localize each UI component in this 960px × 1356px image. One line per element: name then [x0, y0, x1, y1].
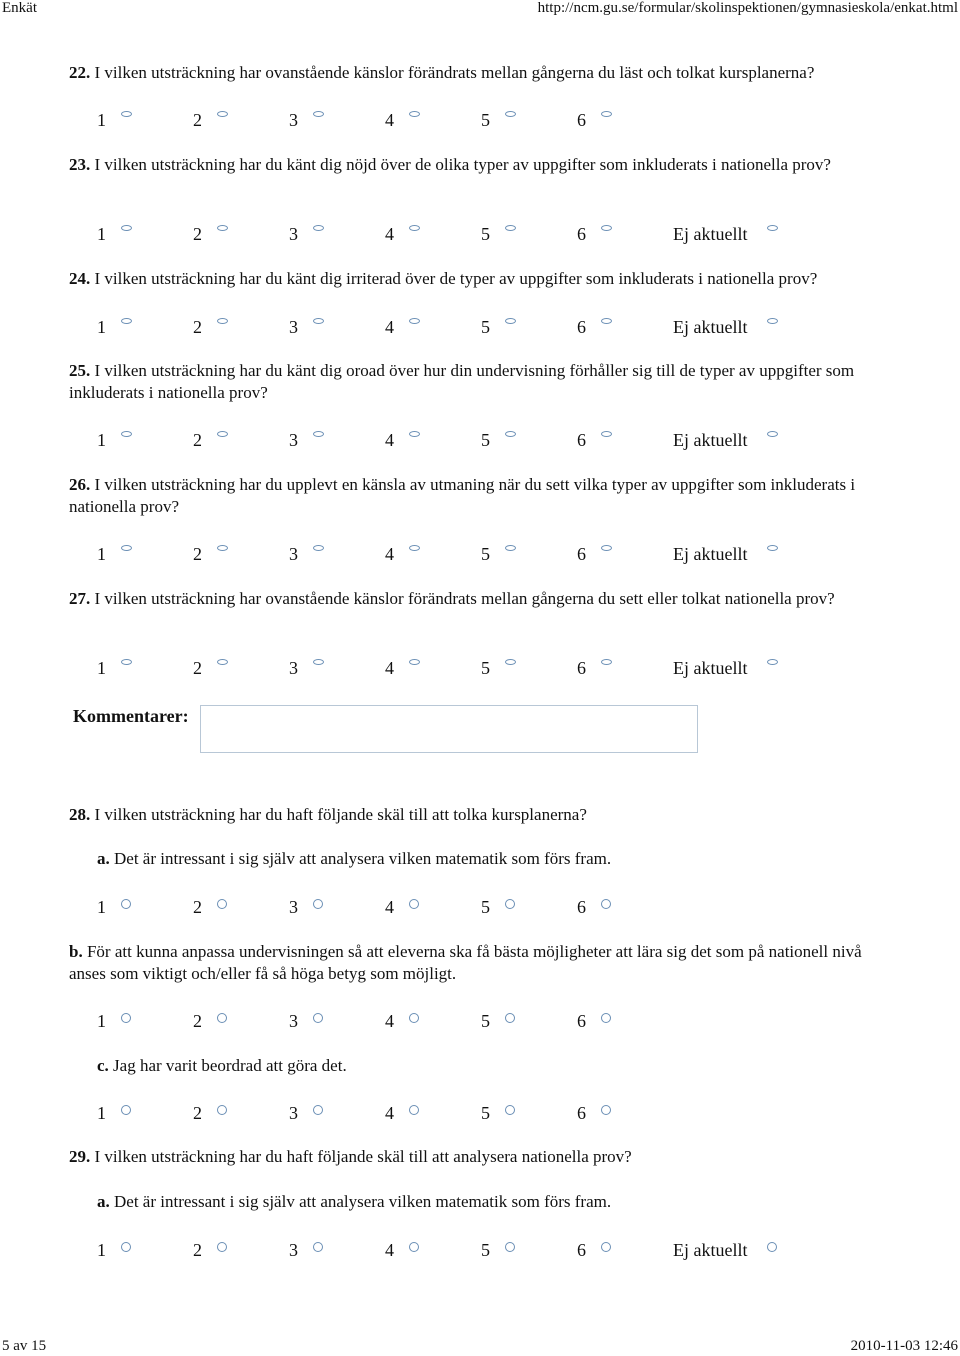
question-28a: a. Det är intressant i sig själv att analysera vilken matematik som förs fram.: [97, 849, 612, 868]
scale-number-1: 1: [97, 544, 106, 564]
page-footer-timestamp: 2010-11-03 12:46: [850, 1338, 958, 1354]
rating-scale-q22: [0, 108, 960, 132]
rating-scale-q28a-radio-2[interactable]: [217, 899, 227, 909]
rating-scale-q23-radio-5[interactable]: [505, 225, 516, 231]
scale-number-4: 4: [385, 1103, 394, 1123]
rating-scale-q29a-radio-not-applicable[interactable]: [767, 1242, 777, 1252]
scale-number-2: 2: [193, 430, 202, 450]
scale-number-1: 1: [97, 658, 106, 678]
rating-scale-q29a-radio-2[interactable]: [217, 1242, 227, 1252]
rating-scale-q28a: [0, 895, 960, 919]
rating-scale-q26-radio-3[interactable]: [313, 545, 324, 551]
scale-number-1: 1: [97, 897, 106, 917]
page-header-url: http://ncm.gu.se/formular/skolinspektionen/gymnasieskola/enkat.html: [537, 0, 958, 16]
question-27: 27. I vilken utsträckning har ovanstående känslor förändrats mellan gångerna du sett eller tolkat nationella prov?: [69, 589, 835, 608]
scale-number-5: 5: [481, 1240, 490, 1260]
question-24: 24. I vilken utsträckning har du känt dig irriterad över de typer av uppgifter som inkluderats i nationella prov?: [69, 269, 818, 288]
scale-number-6: 6: [577, 224, 586, 244]
scale-number-4: 4: [385, 544, 394, 564]
rating-scale-q27: [0, 656, 960, 680]
question-28b: b. För att kunna anpassa undervisningen så att eleverna ska få bästa möjligheter att lära sig det som på nationell nivå anses som viktigt och/eller få så höga betyg som möjligt.: [69, 942, 862, 983]
scale-number-1: 1: [97, 224, 106, 244]
rating-scale-q28b: [0, 1009, 960, 1033]
scale-number-6: 6: [577, 430, 586, 450]
scale-number-3: 3: [289, 897, 298, 917]
rating-scale-q25-radio-4[interactable]: [409, 431, 420, 437]
question-29: 29. I vilken utsträckning har du haft följande skäl till att analysera nationella prov?: [69, 1147, 632, 1166]
rating-scale-q27-radio-3[interactable]: [313, 659, 324, 665]
rating-scale-q29a: [0, 1238, 960, 1262]
rating-scale-q22-radio-3[interactable]: [313, 111, 324, 117]
scale-number-1: 1: [97, 317, 106, 337]
rating-scale-q28c: [0, 1101, 960, 1125]
rating-scale-q22-radio-2[interactable]: [217, 111, 228, 117]
rating-scale-q23-radio-not-applicable[interactable]: [767, 225, 778, 231]
rating-scale-q25-radio-1[interactable]: [121, 431, 132, 437]
rating-scale-q27-radio-4[interactable]: [409, 659, 420, 665]
scale-number-5: 5: [481, 1103, 490, 1123]
not-applicable-label: Ej aktuellt: [673, 430, 748, 450]
rating-scale-q24-radio-not-applicable[interactable]: [767, 318, 778, 324]
question-28c: c. Jag har varit beordrad att göra det.: [97, 1056, 347, 1075]
rating-scale-q24-radio-6[interactable]: [601, 318, 612, 324]
rating-scale-q28a-radio-3[interactable]: [313, 899, 323, 909]
rating-scale-q24-radio-5[interactable]: [505, 318, 516, 324]
scale-number-3: 3: [289, 1240, 298, 1260]
scale-number-2: 2: [193, 897, 202, 917]
rating-scale-q22-radio-6[interactable]: [601, 111, 612, 117]
rating-scale-q28a-radio-5[interactable]: [505, 899, 515, 909]
scale-number-6: 6: [577, 1011, 586, 1031]
scale-number-1: 1: [97, 430, 106, 450]
scale-number-5: 5: [481, 430, 490, 450]
rating-scale-q22-radio-4[interactable]: [409, 111, 420, 117]
scale-number-3: 3: [289, 430, 298, 450]
rating-scale-q23-radio-1[interactable]: [121, 225, 132, 231]
scale-number-2: 2: [193, 658, 202, 678]
scale-number-3: 3: [289, 658, 298, 678]
not-applicable-label: Ej aktuellt: [673, 544, 748, 564]
rating-scale-q25-radio-3[interactable]: [313, 431, 324, 437]
not-applicable-label: Ej aktuellt: [673, 658, 748, 678]
rating-scale-q24-radio-2[interactable]: [217, 318, 228, 324]
scale-number-2: 2: [193, 1240, 202, 1260]
rating-scale-q27-radio-not-applicable[interactable]: [767, 659, 778, 665]
rating-scale-q27-radio-6[interactable]: [601, 659, 612, 665]
rating-scale-q27-radio-2[interactable]: [217, 659, 228, 665]
scale-number-4: 4: [385, 658, 394, 678]
rating-scale-q26: [0, 542, 960, 566]
question-29a: a. Det är intressant i sig själv att analysera vilken matematik som förs fram.: [97, 1192, 612, 1211]
rating-scale-q29a-radio-5[interactable]: [505, 1242, 515, 1252]
scale-number-5: 5: [481, 544, 490, 564]
scale-number-6: 6: [577, 1103, 586, 1123]
rating-scale-q26-radio-6[interactable]: [601, 545, 612, 551]
rating-scale-q25: [0, 428, 960, 452]
rating-scale-q29a-radio-1[interactable]: [121, 1242, 131, 1252]
rating-scale-q28b-radio-6[interactable]: [601, 1013, 611, 1023]
scale-number-2: 2: [193, 224, 202, 244]
scale-number-6: 6: [577, 110, 586, 130]
rating-scale-q26-radio-1[interactable]: [121, 545, 132, 551]
scale-number-1: 1: [97, 1103, 106, 1123]
rating-scale-q28b-radio-4[interactable]: [409, 1013, 419, 1023]
rating-scale-q24: [0, 315, 960, 339]
rating-scale-q22-radio-5[interactable]: [505, 111, 516, 117]
rating-scale-q26-radio-4[interactable]: [409, 545, 420, 551]
question-22: 22. I vilken utsträckning har ovanstående känslor förändrats mellan gångerna du läst och tolkat kursplanerna?: [69, 63, 815, 82]
rating-scale-q28c-radio-4[interactable]: [409, 1105, 419, 1115]
rating-scale-q26-radio-5[interactable]: [505, 545, 516, 551]
scale-number-4: 4: [385, 897, 394, 917]
scale-number-5: 5: [481, 110, 490, 130]
rating-scale-q25-radio-2[interactable]: [217, 431, 228, 437]
question-25: 25. I vilken utsträckning har du känt dig oroad över hur din undervisning förhåller sig till de typer av uppgifter som inkluderats i nationella prov?: [69, 361, 855, 402]
scale-number-3: 3: [289, 1103, 298, 1123]
scale-number-3: 3: [289, 224, 298, 244]
rating-scale-q22-radio-1[interactable]: [121, 111, 132, 117]
scale-number-1: 1: [97, 1011, 106, 1031]
scale-number-6: 6: [577, 544, 586, 564]
scale-number-2: 2: [193, 110, 202, 130]
rating-scale-q28c-radio-2[interactable]: [217, 1105, 227, 1115]
scale-number-5: 5: [481, 897, 490, 917]
scale-number-5: 5: [481, 224, 490, 244]
page-footer-pagination: 5 av 15: [2, 1338, 47, 1354]
rating-scale-q28b-radio-2[interactable]: [217, 1013, 227, 1023]
scale-number-5: 5: [481, 1011, 490, 1031]
rating-scale-q28a-radio-1[interactable]: [121, 899, 131, 909]
rating-scale-q25-radio-5[interactable]: [505, 431, 516, 437]
scale-number-6: 6: [577, 658, 586, 678]
comments-textarea[interactable]: [200, 705, 698, 753]
rating-scale-q28c-radio-6[interactable]: [601, 1105, 611, 1115]
rating-scale-q28a-radio-4[interactable]: [409, 899, 419, 909]
scale-number-2: 2: [193, 317, 202, 337]
not-applicable-label: Ej aktuellt: [673, 1240, 748, 1260]
scale-number-4: 4: [385, 317, 394, 337]
rating-scale-q25-radio-not-applicable[interactable]: [767, 431, 778, 437]
rating-scale-q28b-radio-3[interactable]: [313, 1013, 323, 1023]
rating-scale-q29a-radio-3[interactable]: [313, 1242, 323, 1252]
rating-scale-q26-radio-not-applicable[interactable]: [767, 545, 778, 551]
rating-scale-q29a-radio-6[interactable]: [601, 1242, 611, 1252]
not-applicable-label: Ej aktuellt: [673, 317, 748, 337]
rating-scale-q28c-radio-3[interactable]: [313, 1105, 323, 1115]
rating-scale-q23-radio-2[interactable]: [217, 225, 228, 231]
rating-scale-q24-radio-1[interactable]: [121, 318, 132, 324]
scale-number-2: 2: [193, 544, 202, 564]
rating-scale-q28c-radio-1[interactable]: [121, 1105, 131, 1115]
question-23: 23. I vilken utsträckning har du känt dig nöjd över de olika typer av uppgifter som inkluderats i nationella prov?: [69, 155, 831, 174]
rating-scale-q23-radio-3[interactable]: [313, 225, 324, 231]
scale-number-2: 2: [193, 1103, 202, 1123]
scale-number-3: 3: [289, 1011, 298, 1031]
rating-scale-q28c-radio-5[interactable]: [505, 1105, 515, 1115]
rating-scale-q27-radio-1[interactable]: [121, 659, 132, 665]
scale-number-3: 3: [289, 317, 298, 337]
rating-scale-q23-radio-6[interactable]: [601, 225, 612, 231]
rating-scale-q24-radio-3[interactable]: [313, 318, 324, 324]
scale-number-1: 1: [97, 1240, 106, 1260]
scale-number-6: 6: [577, 317, 586, 337]
scale-number-3: 3: [289, 110, 298, 130]
rating-scale-q28b-radio-1[interactable]: [121, 1013, 131, 1023]
scale-number-2: 2: [193, 1011, 202, 1031]
page-header-title: Enkät: [2, 0, 37, 16]
comments-label: Kommentarer:: [73, 706, 189, 726]
not-applicable-label: Ej aktuellt: [673, 224, 748, 244]
rating-scale-q24-radio-4[interactable]: [409, 318, 420, 324]
scale-number-4: 4: [385, 110, 394, 130]
rating-scale-q28b-radio-5[interactable]: [505, 1013, 515, 1023]
scale-number-1: 1: [97, 110, 106, 130]
scale-number-5: 5: [481, 658, 490, 678]
rating-scale-q25-radio-6[interactable]: [601, 431, 612, 437]
scale-number-3: 3: [289, 544, 298, 564]
question-28: 28. I vilken utsträckning har du haft följande skäl till att tolka kursplanerna?: [69, 805, 587, 824]
scale-number-4: 4: [385, 430, 394, 450]
rating-scale-q27-radio-5[interactable]: [505, 659, 516, 665]
question-26: 26. I vilken utsträckning har du upplevt en känsla av utmaning när du sett vilka typer av uppgifter som inkluderats i nationella prov?: [69, 475, 856, 516]
scale-number-6: 6: [577, 897, 586, 917]
rating-scale-q29a-radio-4[interactable]: [409, 1242, 419, 1252]
scale-number-4: 4: [385, 1240, 394, 1260]
rating-scale-q28a-radio-6[interactable]: [601, 899, 611, 909]
rating-scale-q23-radio-4[interactable]: [409, 225, 420, 231]
rating-scale-q26-radio-2[interactable]: [217, 545, 228, 551]
scale-number-5: 5: [481, 317, 490, 337]
scale-number-4: 4: [385, 1011, 394, 1031]
scale-number-4: 4: [385, 224, 394, 244]
rating-scale-q23: [0, 222, 960, 246]
scale-number-6: 6: [577, 1240, 586, 1260]
